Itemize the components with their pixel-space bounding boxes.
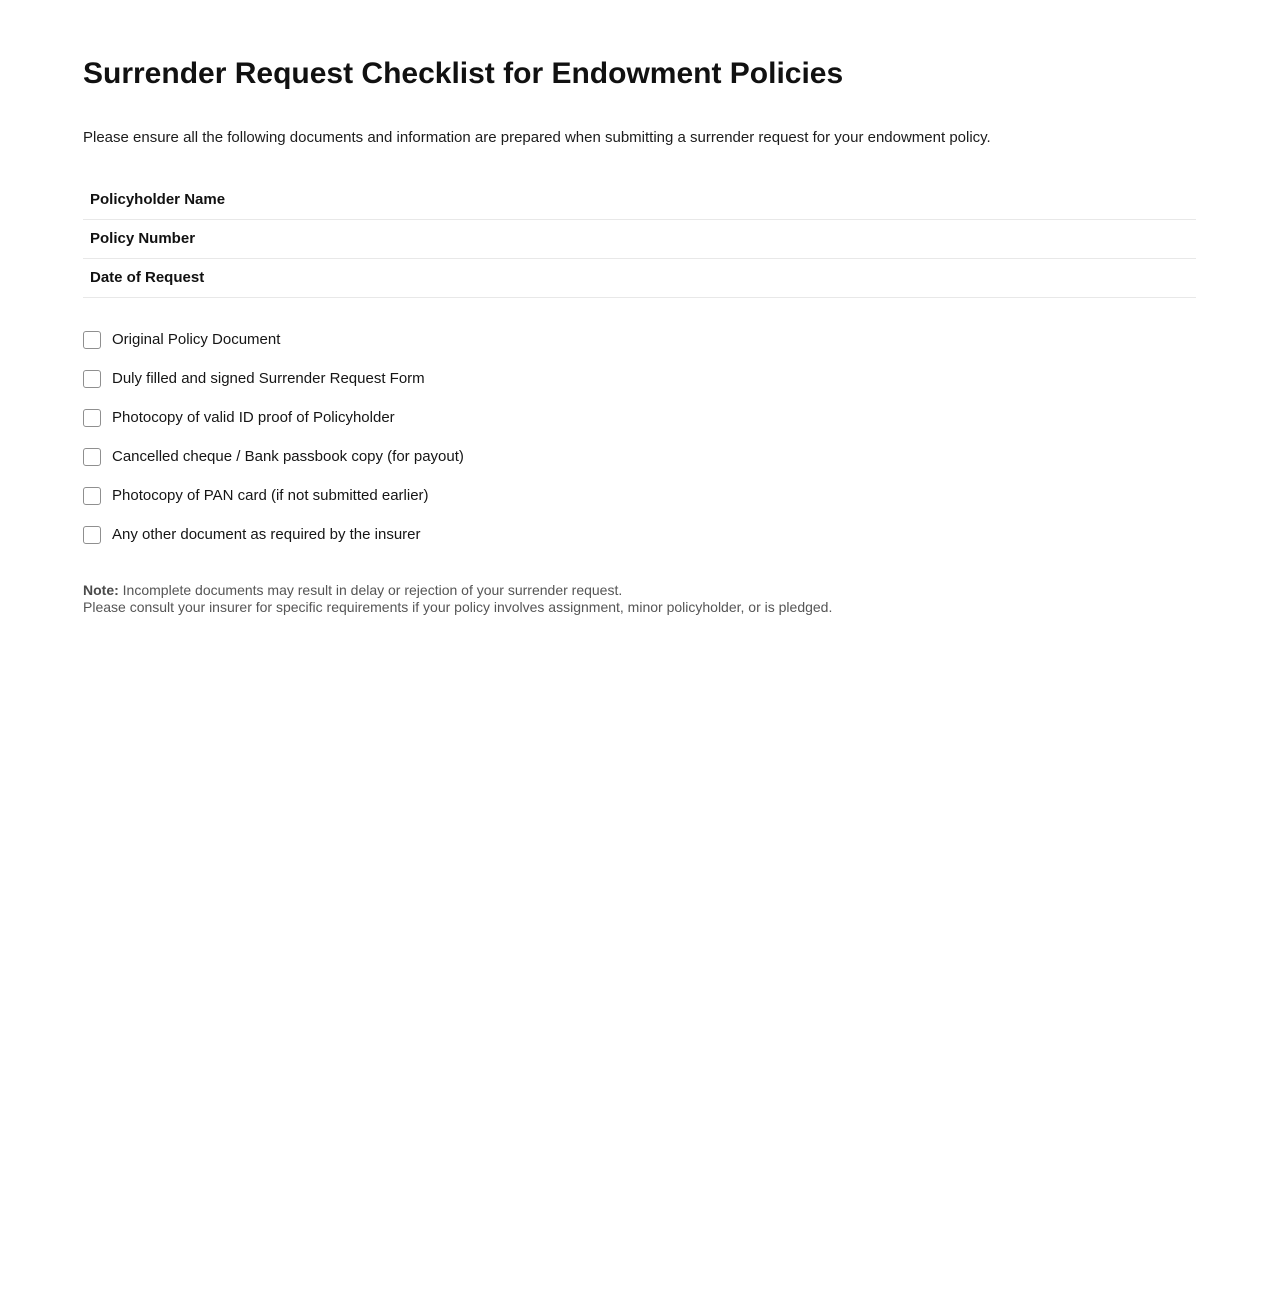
checklist-item-label: Any other document as required by the insurer: [112, 526, 421, 544]
checklist-item-other-documents: [83, 515, 1196, 554]
field-label-date-of-request: Date of Request: [90, 269, 205, 287]
checklist-item-cancelled-cheque: [83, 437, 1196, 476]
field-row-date-of-request: [83, 259, 1196, 298]
checklist-section: [83, 320, 1196, 554]
checklist-item-label: Cancelled cheque / Bank passbook copy (for payout): [112, 448, 464, 466]
field-label-policy-number: Policy Number: [90, 230, 196, 248]
checklist-item-label: Photocopy of PAN card (if not submitted earlier): [112, 487, 429, 505]
checklist-item-label: Original Policy Document: [112, 331, 281, 349]
checkbox-surrender-request-form[interactable]: [83, 370, 101, 388]
checkbox-cancelled-cheque[interactable]: [83, 448, 101, 466]
policy-number-input[interactable]: [195, 230, 1196, 254]
fields-section: [83, 181, 1196, 298]
checklist-item-label: Photocopy of valid ID proof of Policyholder: [112, 409, 395, 427]
checklist-item-id-proof: [83, 398, 1196, 437]
note-line-1-text: Incomplete documents may result in delay or rejection of your surrender request.: [118, 582, 623, 599]
date-of-request-input[interactable]: [204, 269, 1196, 293]
checklist-item-pan-card: [83, 476, 1196, 515]
field-row-policy-number: [83, 220, 1196, 259]
checkbox-original-policy-document[interactable]: [83, 331, 101, 349]
note-line-1: [83, 582, 1196, 599]
checkbox-id-proof[interactable]: [83, 409, 101, 427]
checklist-item-label: Duly filled and signed Surrender Request Form: [112, 370, 425, 388]
field-label-policyholder-name: Policyholder Name: [90, 191, 226, 209]
field-row-policyholder-name: [83, 181, 1196, 220]
footer-note: [83, 582, 1196, 616]
checkbox-pan-card[interactable]: [83, 487, 101, 505]
note-line-2: Please consult your insurer for specific requirements if your policy involves assignment, minor policyholder, or is pledged.: [83, 599, 833, 616]
page-title: Surrender Request Checklist for Endowment Policies: [83, 57, 844, 90]
checkbox-other-documents[interactable]: [83, 526, 101, 544]
checklist-item-original-policy-document: [83, 320, 1196, 359]
checklist-item-surrender-request-form: [83, 359, 1196, 398]
policyholder-name-input[interactable]: [225, 191, 1196, 215]
intro-text: Please ensure all the following documents and information are prepared when submitting a surrender request for your endowment policy.: [83, 128, 991, 146]
note-label: Note:: [83, 582, 119, 599]
